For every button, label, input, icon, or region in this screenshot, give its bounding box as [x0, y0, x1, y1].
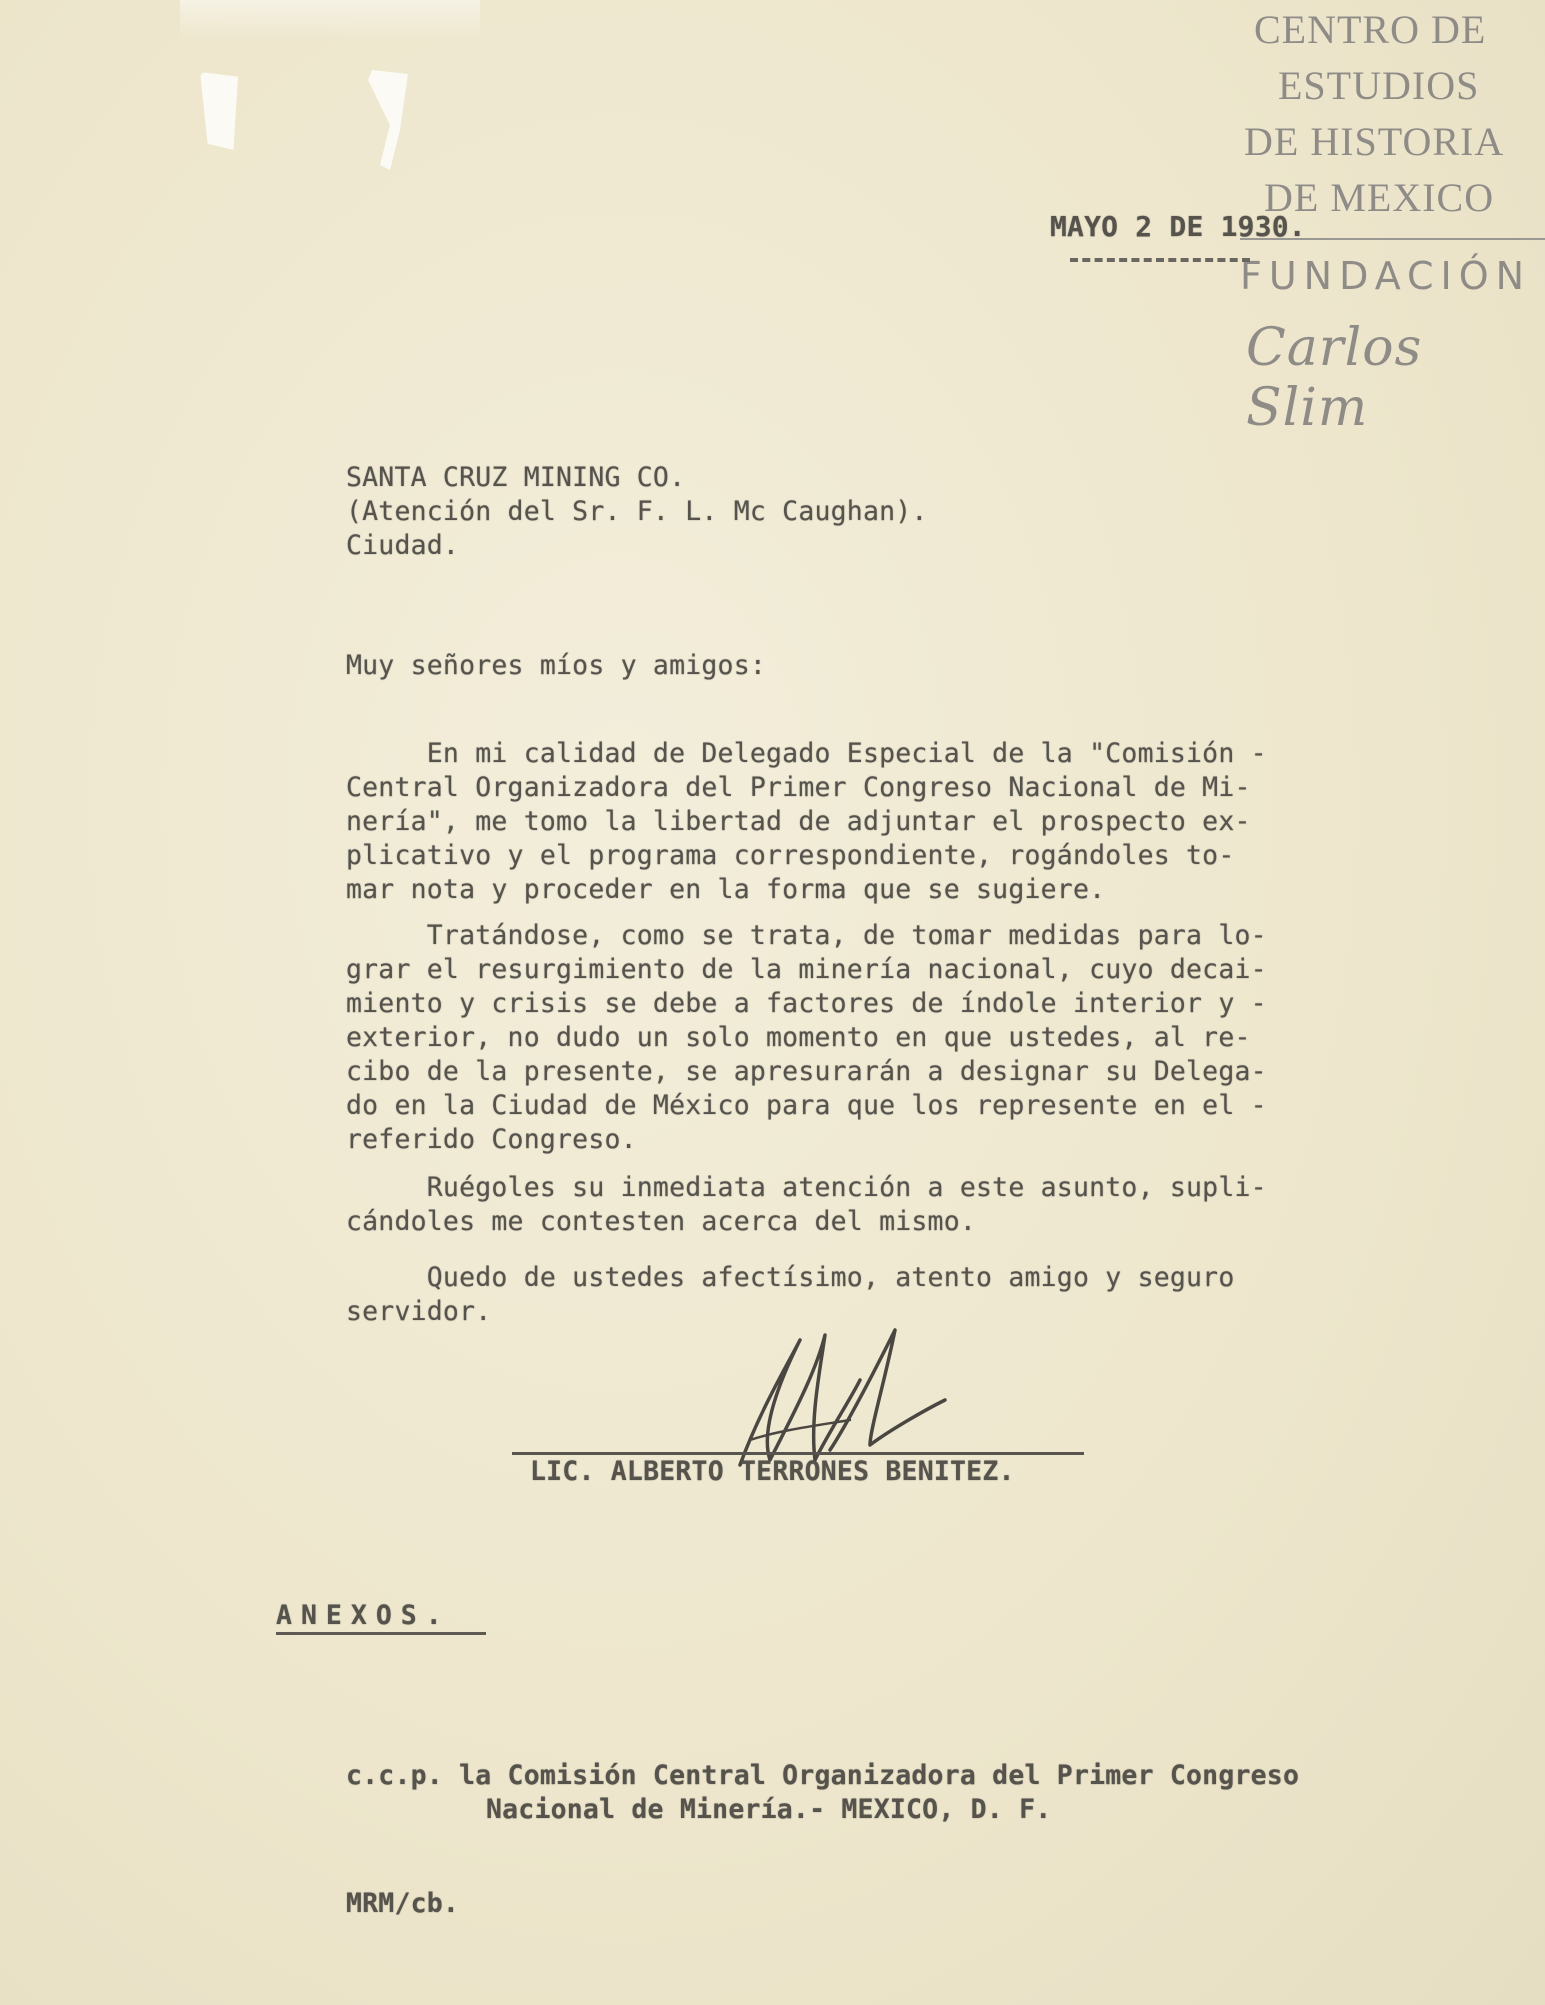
salutation: Muy señores míos y amigos:: [346, 650, 767, 681]
body-line: Tratándose, como se trata, de tomar medidas para lo-: [346, 920, 1267, 951]
watermark-line-2: ESTUDIOS: [1278, 63, 1480, 108]
punch-hole-right: [368, 70, 408, 170]
watermark-foundation: FUNDACIÓN: [1240, 254, 1532, 298]
body-line: exterior, no dudo un solo momento en que ustedes, al re-: [346, 1022, 1251, 1053]
body-line: grar el resurgimiento de la minería nacional, cuyo decai-: [346, 954, 1267, 985]
recipient-company: SANTA CRUZ MINING CO.: [346, 462, 686, 493]
date-underline: [1070, 258, 1250, 262]
punch-hole-left: [200, 72, 238, 150]
watermark-signature: Carlos Slim: [1246, 318, 1423, 438]
body-line: nería", me tomo la libertad de adjuntar el prospecto ex-: [346, 806, 1251, 837]
body-line: plicativo y el programa correspondiente, rogándoles to-: [346, 840, 1235, 871]
body-line: servidor.: [346, 1296, 492, 1327]
signature-line: [512, 1452, 1084, 1455]
watermark-line-4: DE MEXICO: [1264, 175, 1495, 220]
body-line: Quedo de ustedes afectísimo, atento amigo y seguro: [346, 1262, 1235, 1293]
body-line: En mi calidad de Delegado Especial de la "Comisión -: [346, 738, 1267, 769]
watermark-line-1: CENTRO DE: [1254, 7, 1487, 52]
body-line: do en la Ciudad de México para que los represente en el -: [346, 1090, 1267, 1121]
recipient-city: Ciudad.: [346, 530, 460, 561]
annexes-underline: [276, 1632, 486, 1635]
body-line: miento y crisis se debe a factores de índole interior y -: [346, 988, 1267, 1019]
body-line: cibo de la presente, se apresurarán a designar su Delega-: [346, 1056, 1267, 1087]
cc-line-1: c.c.p. la Comisión Central Organizadora del Primer Congreso: [346, 1760, 1300, 1791]
reference-initials: MRM/cb.: [346, 1888, 460, 1919]
body-line: cándoles me contesten acerca del mismo.: [346, 1206, 977, 1237]
body-line: Ruégoles su inmediata atención a este asunto, supli-: [346, 1172, 1267, 1203]
body-line: Central Organizadora del Primer Congreso Nacional de Mi-: [346, 772, 1251, 803]
watermark-line-3: DE HISTORIA: [1244, 119, 1505, 164]
cc-line-2: Nacional de Minería.- MEXICO, D. F.: [486, 1794, 1052, 1825]
letter-date: MAYO 2 DE 1930.: [1050, 210, 1306, 243]
annexes-label: ANEXOS.: [276, 1600, 451, 1631]
torn-edge: [180, 0, 480, 40]
body-line: mar nota y proceder en la forma que se sugiere.: [346, 874, 1106, 905]
signer-name: LIC. ALBERTO TERRONES BENITEZ.: [530, 1456, 1015, 1487]
handwritten-signature: [720, 1320, 960, 1470]
body-line: referido Congreso.: [346, 1124, 637, 1155]
recipient-attention: (Atención del Sr. F. L. Mc Caughan).: [346, 496, 928, 527]
